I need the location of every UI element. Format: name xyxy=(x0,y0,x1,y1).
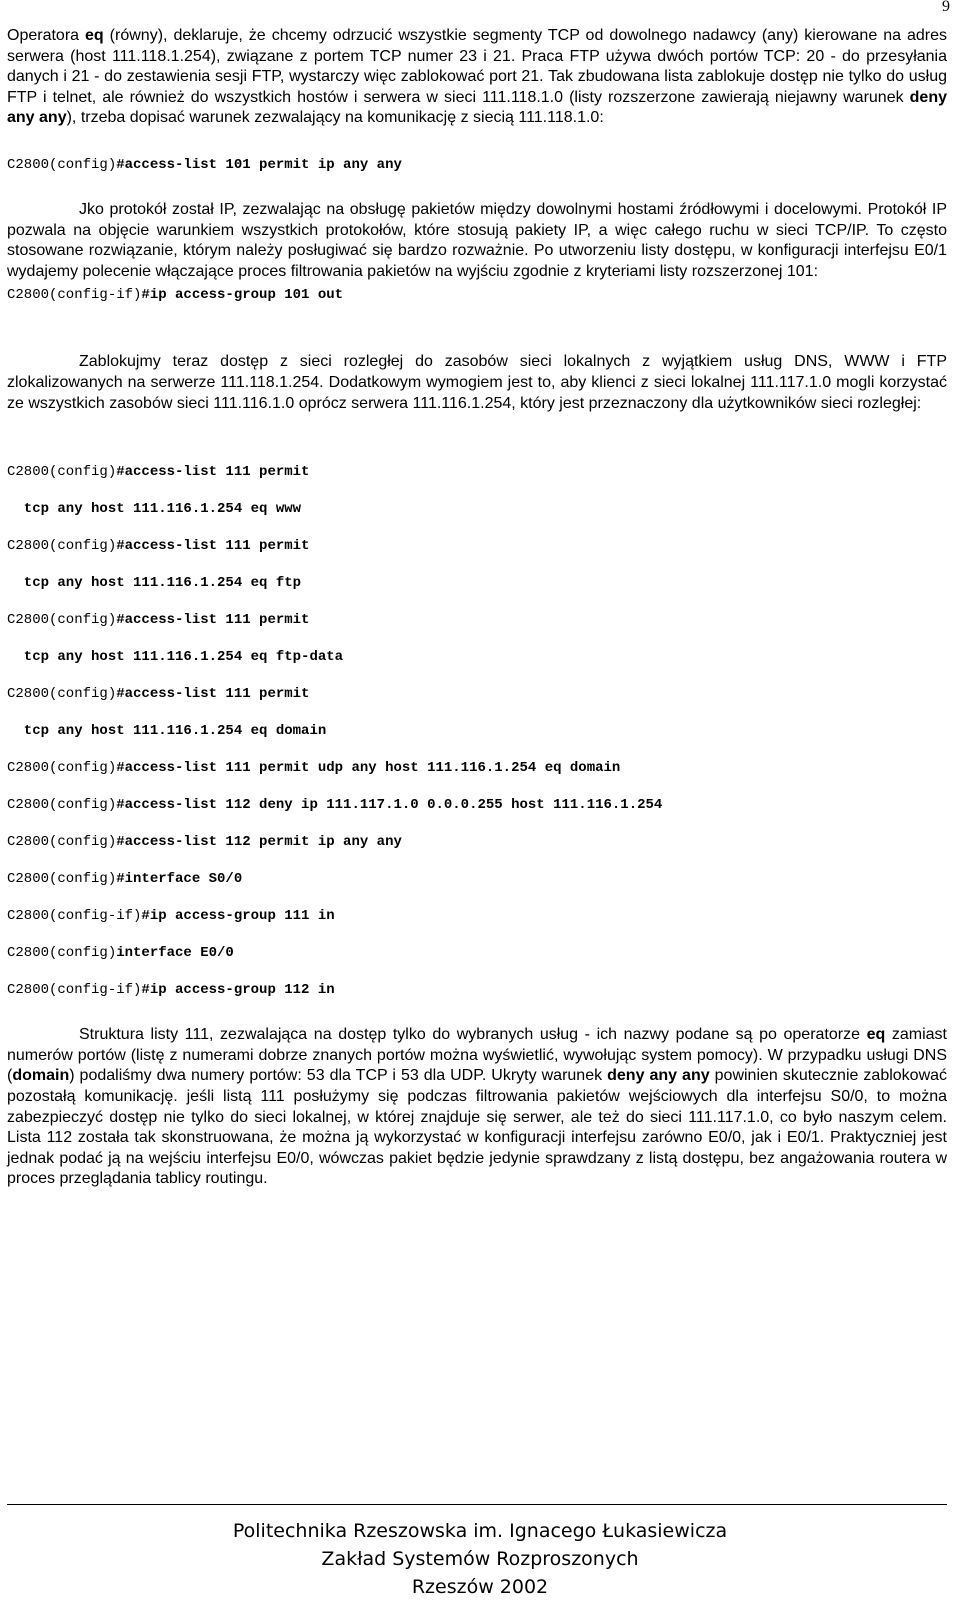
bold-term: eq xyxy=(85,27,104,44)
code-line xyxy=(7,908,947,925)
code-prompt: C2800(config) xyxy=(7,945,117,962)
code-command: #access-list 112 permit ip any any xyxy=(116,834,402,851)
bold-term: domain xyxy=(12,1067,70,1085)
code-command: tcp any host 111.116.1.254 eq domain xyxy=(7,723,327,740)
code-command: #access-list 111 permit xyxy=(116,538,310,555)
text-run: ) podaliśmy dwa numery portów: 53 dla TCP i 53 dla UDP. Ukryty warunek xyxy=(69,1067,608,1085)
code-command: #ip access-group 112 in xyxy=(141,982,335,999)
code-prompt: C2800(config-if) xyxy=(7,908,142,925)
paragraph-1 xyxy=(7,26,947,129)
footer-university: Politechnika Rzeszowska im. Ignacego Łukasiewicza xyxy=(232,1520,728,1542)
code-line xyxy=(7,501,947,518)
page-number: 9 xyxy=(942,0,950,15)
code-command: #ip access-group 111 in xyxy=(141,908,335,925)
code-line xyxy=(7,686,947,703)
code-line xyxy=(7,649,947,666)
bold-term: deny any any xyxy=(7,88,947,127)
code-prompt: C2800(config) xyxy=(7,686,117,703)
code-prompt: C2800(config) xyxy=(7,464,117,481)
code-prompt: C2800(config) xyxy=(7,834,117,851)
code-block-acl-111-112 xyxy=(7,464,947,999)
code-line xyxy=(7,538,947,555)
code-command: tcp any host 111.116.1.254 eq ftp xyxy=(7,575,302,592)
document-body xyxy=(7,26,947,1190)
code-line xyxy=(7,612,947,629)
code-prompt: C2800(config) xyxy=(7,612,117,629)
code-line xyxy=(7,575,947,592)
paragraph-2: Jko protokół został IP, zezwalając na obsługę pakietów między dowolnymi hostami źródłowymi i docelowymi. Protokół IP pozwala na objęcie warunkiem wszystkich protokołów, które stosują pakiety IP, a więc całego ruchu w sieci TCP/IP. To często stosowane rozwiązanie, którym należy posługiwać się bardzo rozważnie. Po utworzeniu listy dostępu, w konfiguracji interfejsu E0/1 wydajemy polecenie włączające proces filtrowania pakietów na wyjściu zgodnie z kryteriami listy rozszerzonej 101: xyxy=(7,200,947,280)
code-line-acl-101 xyxy=(7,157,947,174)
code-command: interface E0/0 xyxy=(116,945,234,962)
code-command: #interface S0/0 xyxy=(116,871,243,888)
bold-term: deny any any xyxy=(607,1067,710,1085)
text-run: zamiast numerów portów (listę z numerami dobrze znanych portów można wyświetlić, wywołując system pomocy). W przypadku usługi DNS ( xyxy=(7,1026,947,1085)
code-prompt: C2800(config) xyxy=(7,760,117,777)
footer-city-year: Rzeszów 2002 xyxy=(411,1576,549,1598)
code-command: tcp any host 111.116.1.254 eq www xyxy=(7,501,302,518)
code-line xyxy=(7,760,947,777)
code-line xyxy=(7,945,947,962)
text-run: (równy), deklaruje, że chcemy odrzucić wszystkie segmenty TCP od dowolnego nadawcy (any) kierowane na adres serwera (host 111.118.1.254), związane z portem TCP numer 23 i 21. Praca FTP używa dwóch portów TCP: 20 - do przesyłania danych i 21 - do zestawienia sesji FTP, wystarczy więc zablokować port 21. Tak zbudowana lista zablokuje dostęp nie tylko do usług FTP i telnet, ale również do wszystkich hostów i serwera w sieci 111.118.1.0 (listy rozszerzone zawierają niejawny warunek xyxy=(7,27,948,106)
code-command: #access-list 112 deny ip 111.117.1.0 0.0.0.255 host 111.116.1.254 xyxy=(116,797,663,814)
paragraph-3: Zablokujmy teraz dostęp z sieci rozległej do zasobów sieci lokalnych z wyjątkiem usług DNS, WWW i FTP zlokalizowanych na serwerze 111.118.1.254. Dodatkowym wymogiem jest to, aby klienci z sieci lokalnej 111.117.1.0 mogli korzystać ze wszystkich zasobów sieci 111.116.1.0 oprócz serwera 111.116.1.254, który jest przeznaczony dla użytkowników sieci rozległej: xyxy=(7,353,947,412)
code-command: #access-list 111 permit xyxy=(116,612,310,629)
text-run: Struktura listy 111, zezwalająca na dostęp tylko do wybranych usług - ich nazwy podane są po operatorze xyxy=(79,1026,867,1044)
code-prompt: C2800(config-if) xyxy=(7,287,142,304)
code-command: #access-list 111 permit xyxy=(116,686,310,703)
text-run: ), trzeba dopisać warunek zezwalający na komunikację z siecią 111.118.1.0: xyxy=(66,109,604,127)
code-command: #access-list 111 permit xyxy=(116,464,310,481)
bold-term: eq xyxy=(866,1026,886,1044)
text-run: Operatora xyxy=(7,27,86,44)
code-line xyxy=(7,723,947,740)
paragraph-4 xyxy=(7,1025,947,1190)
code-prompt: C2800(config) xyxy=(7,156,117,173)
footer-department: Zakład Systemów Rozproszonych xyxy=(321,1548,639,1570)
code-command: #access-list 111 permit udp any host 111.116.1.254 eq domain xyxy=(116,760,621,777)
text-run: powinien skutecznie zablokować pozostałą komunikację. jeśli listą 111 posłużymy się podczas filtrowania pakietów wejściowych dla interfejsu S0/0, to można zabezpieczyć dostęp nie tylko do sieci lokalnej, w której znajduje się serwer, ale też do sieci 111.117.1.0, co było naszym celem. Lista 112 została tak skonstruowana, że można ją wykorzystać w konfiguracji interfejsu zarówno E0/0, jak i E0/1. Praktyczniej jest jednak podać ją na wejściu interfejsu E0/0, wówczas pakiet będzie jedynie sprawdzany z listą dostępu, bez angażowania routera w proces przeglądania tablicy routingu. xyxy=(7,1067,948,1188)
code-line xyxy=(7,797,947,814)
code-prompt: C2800(config) xyxy=(7,871,117,888)
code-line xyxy=(7,464,947,481)
code-line xyxy=(7,982,947,999)
footer-divider xyxy=(7,1504,947,1505)
code-command: #access-list 101 permit ip any any xyxy=(116,156,402,173)
code-prompt: C2800(config) xyxy=(7,538,117,555)
code-prompt: C2800(config) xyxy=(7,797,117,814)
code-line-access-group-101 xyxy=(7,287,947,304)
code-line xyxy=(7,834,947,851)
code-command: #ip access-group 101 out xyxy=(141,287,344,304)
footer xyxy=(0,1517,960,1601)
code-line xyxy=(7,871,947,888)
code-command: tcp any host 111.116.1.254 eq ftp-data xyxy=(7,649,344,666)
code-prompt: C2800(config-if) xyxy=(7,982,142,999)
